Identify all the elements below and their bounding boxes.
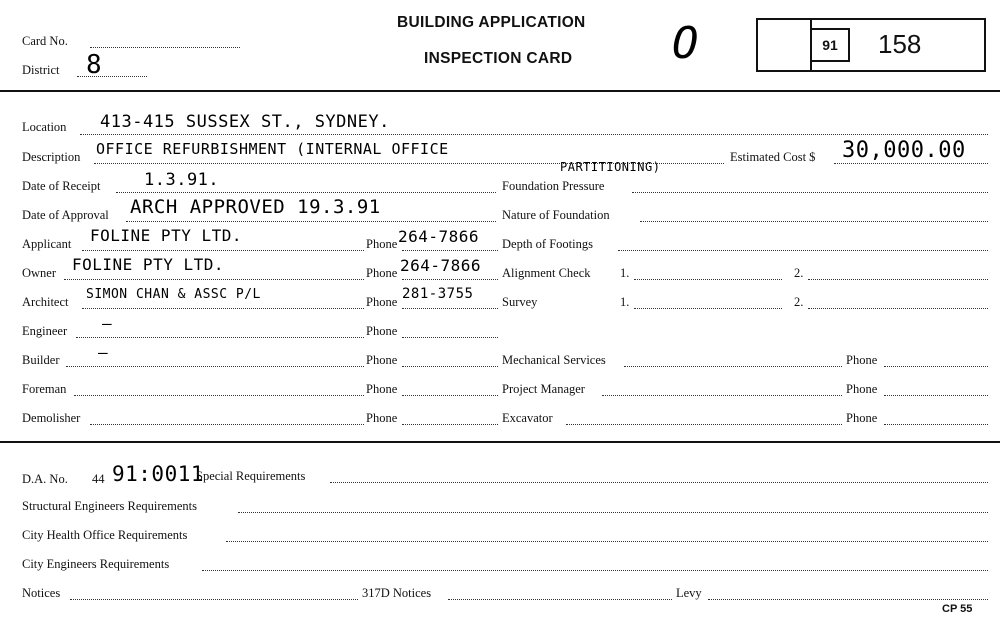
applicant-line xyxy=(82,250,364,251)
foreman-line xyxy=(74,395,364,396)
da-label: D.A. No. xyxy=(22,472,68,486)
description-value: OFFICE REFURBISHMENT (INTERNAL OFFICE xyxy=(96,140,449,158)
title-line-1: BUILDING APPLICATION xyxy=(397,14,586,31)
location-label: Location xyxy=(22,120,67,134)
receipt-value: 1.3.91. xyxy=(144,170,220,190)
special-label: Special Requirements xyxy=(196,469,306,483)
owner-line xyxy=(64,279,364,280)
foreman-label: Foreman xyxy=(22,382,67,396)
mechanical-phone-label: Phone xyxy=(846,353,878,367)
card-number-box xyxy=(756,18,986,72)
estimated-cost-value: 30,000.00 xyxy=(842,138,966,163)
alignment-one: 1. xyxy=(620,266,630,280)
year-box xyxy=(810,28,850,62)
box-number: 158 xyxy=(878,29,922,59)
survey-one-line xyxy=(634,308,782,309)
alignment-one-line xyxy=(634,279,782,280)
demolisher-phone-label: Phone xyxy=(366,411,398,425)
depth-footings-label: Depth of Footings xyxy=(502,237,593,251)
health-line xyxy=(226,541,988,542)
demolisher-phone-line xyxy=(402,424,498,425)
approval-value: ARCH APPROVED 19.3.91 xyxy=(130,196,381,218)
project-manager-phone-line xyxy=(884,395,988,396)
excavator-line xyxy=(566,424,842,425)
architect-label: Architect xyxy=(22,295,69,309)
owner-phone-line xyxy=(402,279,498,280)
foundation-pressure-label: Foundation Pressure xyxy=(502,179,605,193)
nature-foundation-label: Nature of Foundation xyxy=(502,208,610,222)
owner-phone: 264-7866 xyxy=(400,256,482,275)
alignment-two-line xyxy=(808,279,988,280)
architect-value: SIMON CHAN & ASSC P/L xyxy=(86,287,261,302)
excavator-label: Excavator xyxy=(502,411,553,425)
applicant-phone-line xyxy=(402,250,498,251)
survey-label: Survey xyxy=(502,295,538,309)
description-label: Description xyxy=(22,150,81,164)
applicant-value: FOLINE PTY LTD. xyxy=(90,226,242,245)
builder-value: — xyxy=(98,343,109,362)
builder-line xyxy=(66,366,364,367)
mechanical-label: Mechanical Services xyxy=(502,353,606,367)
alignment-label: Alignment Check xyxy=(502,266,591,280)
engineers-label: City Engineers Requirements xyxy=(22,557,170,571)
header-rule xyxy=(0,90,1000,92)
project-manager-line xyxy=(602,395,842,396)
engineer-value: — xyxy=(102,314,113,333)
owner-label: Owner xyxy=(22,266,57,280)
survey-one: 1. xyxy=(620,295,630,309)
builder-label: Builder xyxy=(22,353,60,367)
survey-two: 2. xyxy=(794,295,804,309)
location-value: 413-415 SUSSEX ST., SYDNEY. xyxy=(100,112,390,132)
applicant-phone-label: Phone xyxy=(366,237,398,251)
receipt-label: Date of Receipt xyxy=(22,179,101,193)
approval-line xyxy=(126,221,496,222)
foundation-pressure-line xyxy=(632,192,988,193)
survey-two-line xyxy=(808,308,988,309)
owner-value: FOLINE PTY LTD. xyxy=(72,255,224,274)
architect-phone-label: Phone xyxy=(366,295,398,309)
health-label: City Health Office Requirements xyxy=(22,528,188,542)
engineer-label: Engineer xyxy=(22,324,68,338)
da-prefix: 44 xyxy=(92,472,105,486)
structural-line xyxy=(238,512,988,513)
approval-label: Date of Approval xyxy=(22,208,109,222)
engineer-phone-label: Phone xyxy=(366,324,398,338)
foreman-phone-label: Phone xyxy=(366,382,398,396)
middle-rule xyxy=(0,441,1000,443)
structural-label: Structural Engineers Requirements xyxy=(22,499,197,513)
location-line xyxy=(80,134,988,135)
notices-line xyxy=(70,599,358,600)
box-year: 91 xyxy=(822,37,838,53)
notices-317d-label: 317D Notices xyxy=(362,586,432,600)
mechanical-phone-line xyxy=(884,366,988,367)
card-no-label: Card No. xyxy=(22,34,68,48)
nature-foundation-line xyxy=(640,221,988,222)
form-code: CP 55 xyxy=(942,603,973,615)
project-manager-phone-label: Phone xyxy=(846,382,878,396)
engineer-phone-line xyxy=(402,337,498,338)
architect-phone: 281-3755 xyxy=(402,286,474,302)
description-value-line-2: PARTITIONING) xyxy=(560,160,661,174)
demolisher-line xyxy=(90,424,364,425)
notices-317d-line xyxy=(448,599,672,600)
depth-footings-line xyxy=(618,250,988,251)
levy-label: Levy xyxy=(676,586,702,600)
demolisher-label: Demolisher xyxy=(22,411,81,425)
da-value: 91:0011 xyxy=(112,462,205,486)
receipt-line xyxy=(116,192,496,193)
levy-line xyxy=(708,599,988,600)
architect-line xyxy=(82,308,364,309)
notices-label: Notices xyxy=(22,586,61,600)
project-manager-label: Project Manager xyxy=(502,382,585,396)
estimated-cost-label: Estimated Cost $ xyxy=(730,150,816,164)
architect-phone-line xyxy=(402,308,498,309)
excavator-phone-label: Phone xyxy=(846,411,878,425)
district-value: 8 xyxy=(86,50,103,80)
builder-phone-line xyxy=(402,366,498,367)
card-no-line xyxy=(90,47,240,48)
excavator-phone-line xyxy=(884,424,988,425)
circle-mark: O xyxy=(672,18,699,69)
district-label: District xyxy=(22,63,60,77)
mechanical-line xyxy=(624,366,842,367)
applicant-label: Applicant xyxy=(22,237,72,251)
estimated-cost-line xyxy=(834,163,988,164)
title-line-2: INSPECTION CARD xyxy=(424,50,573,67)
alignment-two: 2. xyxy=(794,266,804,280)
foreman-phone-line xyxy=(402,395,498,396)
applicant-phone: 264-7866 xyxy=(398,227,480,246)
special-line xyxy=(330,482,988,483)
engineer-line xyxy=(76,337,364,338)
engineers-line xyxy=(202,570,988,571)
builder-phone-label: Phone xyxy=(366,353,398,367)
owner-phone-label: Phone xyxy=(366,266,398,280)
